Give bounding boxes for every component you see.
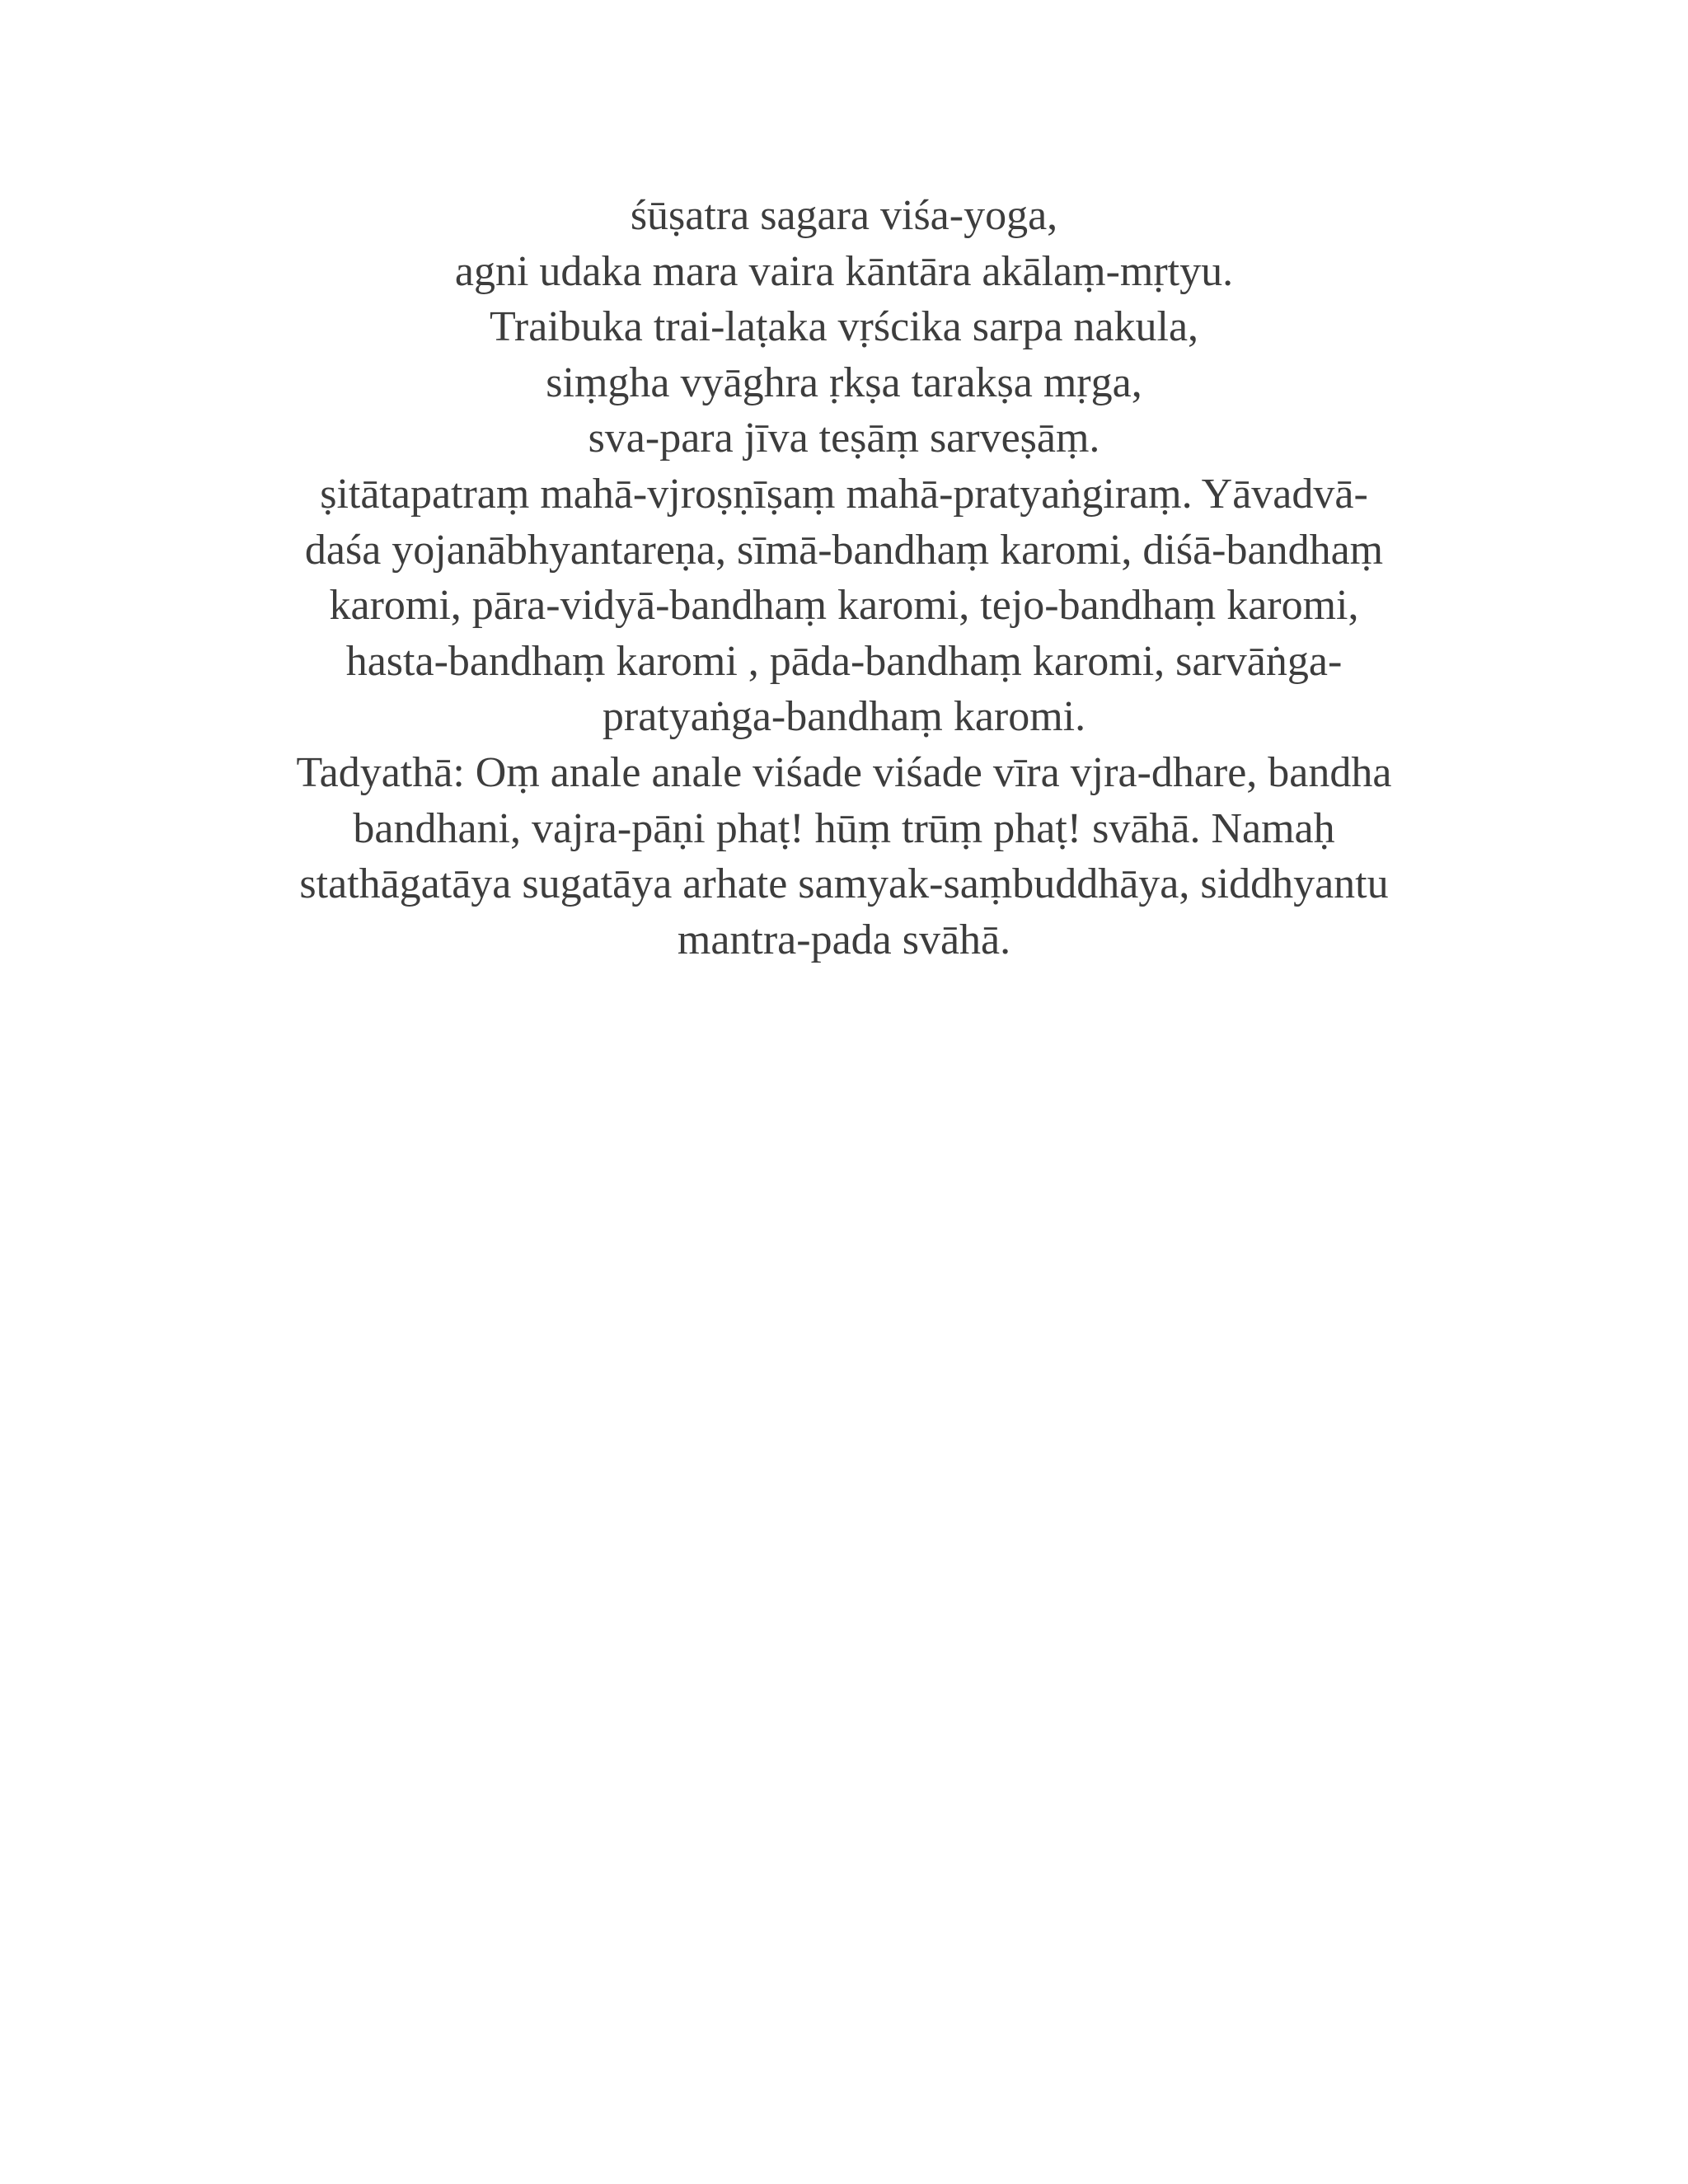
text-line: mantra-pada svāhā. [677, 916, 1011, 963]
text-line: Traibuka trai-laṭaka vṛścika sarpa nakula, [489, 303, 1199, 351]
text-line: hasta-bandhaṃ karomi , pāda-bandhaṃ karomi, sarvāṅga- [345, 637, 1343, 685]
text-line: stathāgatāya sugatāya arhate samyak-saṃbuddhāya, siddhyantu [299, 860, 1389, 908]
text-line: sva-para jīva teṣāṃ sarveṣāṃ. [588, 415, 1100, 462]
text-line: bandhani, vajra-pāṇi phaṭ! hūṃ trūṃ phaṭ! svāhā. Namaḥ [353, 804, 1335, 852]
text-line: Tadyathā: Oṃ anale anale viśade viśade vīra vjra-dhare, bandha [296, 748, 1392, 796]
text-line: agni udaka mara vaira kāntāra akālaṃ-mṛtyu. [454, 247, 1234, 295]
text-line: ṣitātapatraṃ mahā-vjroṣṇīṣaṃ mahā-pratyaṅgiraṃ. Yāvadvā- [320, 470, 1368, 518]
body-text [165, 188, 1523, 968]
text-line: śūṣatra sagara viśa-yoga, [630, 192, 1058, 239]
text-line: daśa yojanābhyantareṇa, sīmā-bandhaṃ karomi, diśā-bandhaṃ [304, 526, 1384, 574]
text-line: siṃgha vyāghra ṛkṣa tarakṣa mṛga, [546, 359, 1142, 406]
text-line: karomi, pāra-vidyā-bandhaṃ karomi, tejo-bandhaṃ karomi, [329, 582, 1359, 630]
text-line: pratyaṅga-bandhaṃ karomi. [602, 693, 1086, 741]
